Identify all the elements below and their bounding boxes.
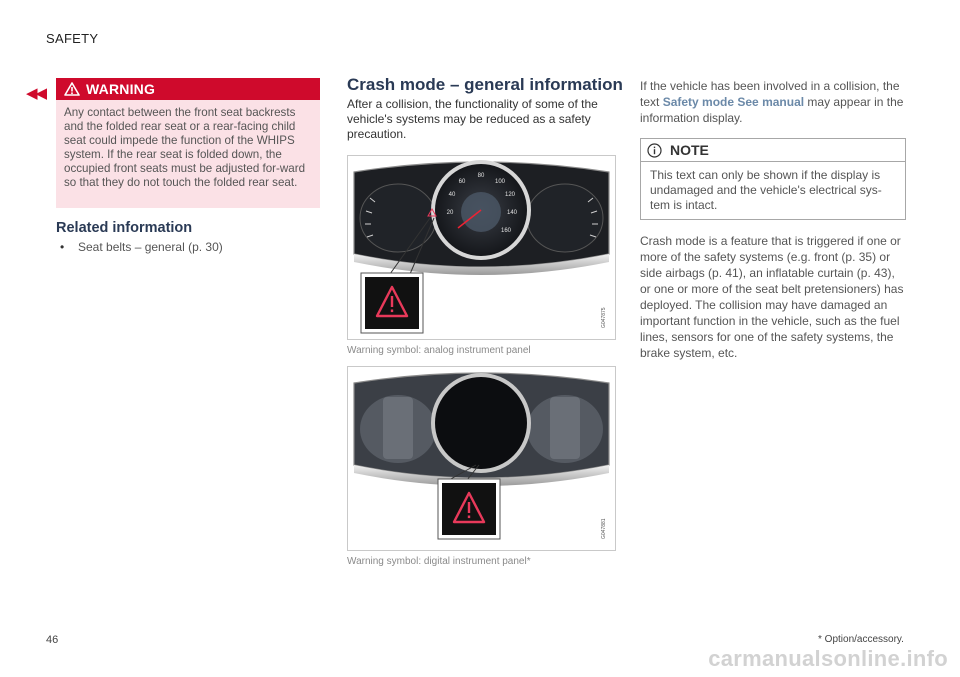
warning-triangle-icon <box>64 82 80 96</box>
note-header <box>641 139 905 162</box>
crash-mode-paragraph: Crash mode is a feature that is triggered if one or more of the safety systems (e.g. front (p. 35) or side airbags (p. 41), an inflatable curtain (p. 43), or one or more of the seat belt pretensioners) has deployed. The collision may have damaged an important function in the vehicle, such as the fuel lines, sensors for one of the safety systems, the brake system, etc. <box>640 234 904 360</box>
digital-instrument-illustration <box>348 367 615 550</box>
warning-title: WARNING <box>86 81 156 97</box>
watermark <box>0 646 960 672</box>
digital-instrument-figure <box>347 366 616 551</box>
related-link-label: Seat belts – general (p. 30) <box>78 240 223 254</box>
warning-header <box>56 78 320 100</box>
speedo-label: 100 <box>494 179 506 185</box>
figure-caption-digital: Warning symbol: digital instrument panel* <box>347 556 531 567</box>
analog-instrument-illustration <box>348 156 615 339</box>
footnote-option-accessory: * Option/accessory. <box>818 634 904 645</box>
crash-mode-heading: Crash mode – general information <box>347 75 623 94</box>
note-box <box>640 138 906 220</box>
safety-mode-intro <box>640 78 906 126</box>
speedo-label: 60 <box>458 179 466 185</box>
intro-text-after: may appear in the information display. <box>640 95 904 125</box>
speedo-label: 160 <box>500 228 512 234</box>
warning-text: Any contact between the front seat backrests and the folded rear seat or a rear-facing child seat could impede the function of the WHIPS system. If the rear seat is folded down, the occupied front seats must be adjusted for-ward so that they do not touch the folded rear seat. <box>64 106 306 189</box>
warning-box <box>56 78 320 208</box>
safety-mode-message: Safety mode See manual <box>662 95 805 109</box>
previous-page-chevron-icon[interactable]: ◀◀ <box>26 85 46 102</box>
info-circle-icon <box>647 143 662 158</box>
bullet-icon: • <box>60 240 65 254</box>
note-title: NOTE <box>670 142 709 158</box>
speedo-label: 20 <box>446 210 454 216</box>
speedo-label: 80 <box>477 173 485 179</box>
note-text: This text can only be shown if the display is undamaged and the vehicle's electrical sys-tem is intact. <box>650 168 882 212</box>
speedo-label: 140 <box>506 210 518 216</box>
watermark-text: carmanualsonline.info <box>708 646 948 671</box>
speedo-label: 120 <box>504 192 516 198</box>
related-information-heading: Related information <box>56 220 193 236</box>
analog-instrument-figure <box>347 155 616 340</box>
figure-code: G047881 <box>601 518 607 539</box>
speedo-label: 40 <box>448 192 456 198</box>
figure-caption-analog: Warning symbol: analog instrument panel <box>347 345 531 356</box>
figure-code: G047875 <box>601 307 607 328</box>
crash-mode-intro: After a collision, the functionality of some of the vehicle's systems may be reduced as a safety precaution. <box>347 97 598 141</box>
page-number: 46 <box>46 634 59 646</box>
section-title: SAFETY <box>46 31 99 46</box>
related-link-seat-belts[interactable] <box>60 240 223 254</box>
intro-text-before: If the vehicle has been involved in a collision, the text <box>640 79 900 109</box>
